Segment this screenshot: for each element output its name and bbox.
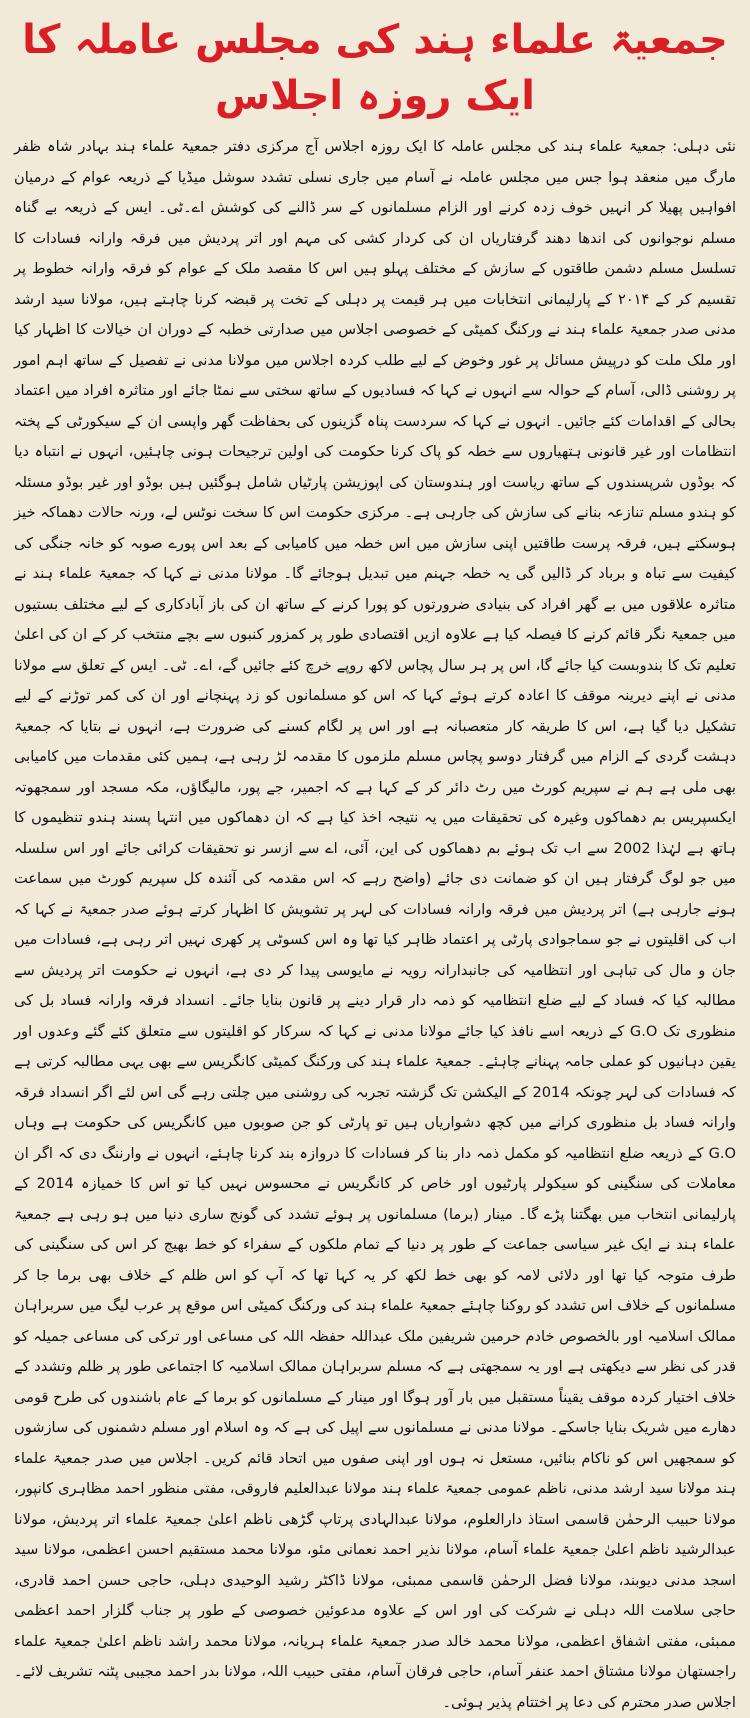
article-paragraph: نئی دہلی: جمعیۃ علماء ہند کی مجلس عاملہ کا ایک روزہ اجلاس آج مرکزی دفتر جمعیۃ علماء ہند بہادر شاہ ظفر مارگ میں منعقد ہوا جس میں مجلس عاملہ نے آسام میں جاری نسلی تشدد سوشل میڈیا کے ذریعہ عوام کے درمیان افواہیں پھیلا کر انہیں خوف زدہ کرنے اور الزام مسلمانوں کے سر ڈالنے کی کوشش اے۔ٹی۔ ایس کے ذریعہ بے گناہ مسلم نوجوانوں کی اندھا دھند گرفتاریاں ان کی کردار کشی کی مہم اور اتر پردیش میں فرقہ وارانہ فسادات کا تسلسل مسلم دشمن طاقتوں کے سازش کے مختلف پہلو ہیں اس کا مقصد ملک کے عوام کو فرقہ وارانہ خطوط پر تقسیم کر کے ۲۰۱۴ کے پارلیمانی انتخابات میں ہر قیمت پر دہلی کے تخت پر قبضہ کرنا چاہتے ہیں، مولانا سید ارشد مدنی صدر جمعیۃ علماء ہند نے ورکنگ کمیٹی کے خصوصی اجلاس میں صدارتی خطبہ کے دوران ان خیالات کا اظہار کیا اور ملک ملت کو درپیش مسائل پر غور وخوض کے لیے طلب کردہ اجلاس میں مولانا مدنی نے تفصیل کے ساتھ اہم امور پر روشنی ڈالی، آسام کے حوالہ سے انہوں نے کہا کہ فسادیوں کے ساتھ سختی سے نمٹا جائے اور متاثرہ افراد میں اعتماد بحالی کے اقدامات کئے جائیں۔ انہوں نے کہا کہ سردست پناہ گزینوں کی بحفاظت گھر واپسی ان کے سیکورٹی کے پختہ انتظامات اور غیر قانونی ہتھیاروں سے خطہ کو پاک کرنا حکومت کی اولین ترجیحات ہونی چاہئیں، انہوں نے انتباہ دیا کہ بوڈوں شرپسندوں کے ساتھ ریاست اور ہندوستان کی اپوزیشن پارٹیاں شامل ہوگئیں ہیں بوڈو اور غیر بوڈو مسئلہ کو ہندو مسلم تنازعہ بنانے کی سازش کی جارہی ہے۔ مرکزی حکومت اس کا سخت نوٹس لے، ورنہ حالات دھماکہ خیز ہوسکتے ہیں، فرقہ پرست طاقتیں اپنی سازش میں اس خطہ میں کامیابی کے بعد اس پورے صوبہ کو خانہ جنگی کی کیفیت سے تباہ و برباد کر ڈالیں گی یہ خطہ جہنم میں تبدیل ہوجائے گا۔ مولانا مدنی نے کہا کہ جمعیۃ علماء ہند نے متاثرہ علاقوں میں بے گھر افراد کی بنیادی ضرورتوں کو پورا کرنے کے ساتھ ان کی باز آبادکاری کے لیے مختلف بستیوں میں جمعیۃ نگر قائم کرنے کا فیصلہ کیا ہے علاوہ ازیں اقتصادی طور پر کمزور کنبوں سے بچے منتخب کر کے ان کی اعلیٰ تعلیم تک کا بندوبست کیا جائے گا، اس پر ہر سال پچاس لاکھ روپے خرچ کئے جائیں گے، اے۔ ٹی۔ ایس کے تعلق سے مولانا مدنی نے اپنے دیرینہ موقف کا اعادہ کرتے ہوئے کہا کہ اس کو مسلمانوں کو زد پہنچانے اور ان کی کمر توڑنے کے لیے تشکیل دیا گیا ہے، اس کا طریقہ کار متعصبانہ ہے اور اس پر لگام کسنے کی ضرورت ہے، انہوں نے بتایا کہ جمعیۃ دہشت گردی کے الزام میں گرفتار دوسو پچاس مسلم ملزموں کا مقدمہ لڑ رہی ہے، ہمیں کئی مقدمات میں کامیابی بھی ملی ہے ہم نے سپریم کورٹ میں رٹ دائر کر کے کہا ہے کہ اجمیر، جے پور، مالیگاؤں، مکہ مسجد اور سمجھوتہ ایکسپریس بم دھماکوں وغیرہ کی تحقیقات میں یہ نتیجہ اخذ کیا ہے کہ ان دھماکوں میں انتہا پسند ہندو تنظیموں کا ہاتھ ہے لہٰذا 2002 سے اب تک ہوئے بم دھماکوں کی این، آئی، اے سے ازسر نو تحقیقات کرائی جائے اور اس سلسلہ میں جو لوگ گرفتار ہیں ان کو ضمانت دی جائے (واضح رہے کہ اس مقدمہ کی آئندہ کل سپریم کورٹ میں سماعت ہونے جارہی ہے) اتر پردیش میں فرقہ وارانہ فسادات کی لہر پر تشویش کا اظہار کرتے ہوئے صدر جمعیۃ نے کہا کہ اب کی اقلیتوں نے جو سماجوادی پارٹی پر اعتماد ظاہر کیا تھا وہ اس کسوٹی پر کھری نہیں اتر رہی ہے، فسادات میں جان و مال کی تباہی اور انتظامیہ کی جانبدارانہ رویہ نے مایوسی پیدا کر دی ہے، انہوں نے حکومت اتر پردیش سے مطالبہ کیا کہ فساد کے لیے ضلع انتظامیہ کو ذمہ دار قرار دینے پر قانون بنایا جائے۔ انسداد فرقہ وارانہ فساد بل کی منظوری تک G.O کے ذریعہ اسے نافذ کیا جائے مولانا مدنی نے کہا کہ سرکار کو اقلیتوں سے متعلق کئے گئے وعدوں اور یقین دہانیوں کو عملی جامہ پہنانے چاہئے۔ جمعیۃ علماء ہند کی ورکنگ کمیٹی کانگریس سے بھی یہی مطالبہ کرتی ہے کہ فسادات کی لہر چونکہ 2014 کے الیکشن تک گزشتہ تجربہ کی روشنی میں چلتی رہے گی اس لئے اگر انسداد فرقہ وارانہ فساد بل منظوری کرانے میں کچھ دشواریاں ہیں تو پارٹی کو جن صوبوں میں کانگریس کی حکومت ہے وہاں G.O کے ذریعہ ضلع انتظامیہ کو مکمل ذمہ دار بنا کر فسادات کا دروازہ بند کرنا چاہئے، انہوں نے وارننگ دی کہ اگر ان معاملات کی سنگینی کو سیکولر پارٹیوں اور خاص کر کانگریس نے محسوس نہیں کیا تو اس کا خمیازہ 2014 کے پارلیمانی انتخاب میں بھگتنا پڑے گا۔ مینار (برما) مسلمانوں پر ہوئے تشدد کی گونج ساری دنیا میں ہو رہی ہے جمعیۃ علماء ہند نے ایک غیر سیاسی جماعت کے طور پر دنیا کے تمام ملکوں کے سفراء کو خط بھیج کر اس کی سنگینی کی طرف متوجہ کیا تھا اور دلائی لامہ کو بھی خط لکھ کر یہ کہا تھا کہ آپ کو اس ظلم کے خلاف بھی برما جا کر مسلمانوں کے خلاف اس تشدد کو روکنا چاہئے جمعیۃ علماء ہند کی ورکنگ کمیٹی اس موقع پر عرب لیگ میں سربراہان ممالک اسلامیہ اور بالخصوص خادم حرمین شریفین ملک عبداللہ حفظہ اللہ کی مساعی اور ترکی کی مساعی جمیلہ کو قدر کی نظر سے دیکھتی ہے اور یہ سمجھتی ہے کہ مسلم سربراہان ممالک اسلامیہ کا اجتماعی طور پر ظلم وتشدد کے خلاف اختیار کردہ موقف یقیناً مستقبل میں بار آور ہوگا اور مینار کے مسلمانوں کو برما کے عام باشندوں کی طرح قومی دھارے میں شریک بنایا جاسکے۔ مولانا مدنی نے مسلمانوں سے اپیل کی ہے کہ وہ اسلام اور مسلم دشمنوں کی سازشوں کو سمجھیں اس کو ناکام بنائیں، مستعل نہ ہوں اور اپنی صفوں میں اتحاد قائم کریں۔ اجلاس میں صدر جمعیۃ علماء ہند مولانا سید ارشد مدنی، ناظم عمومی جمعیۃ علماء ہند مولانا عبدالعلیم فاروقی، مفتی منظور احمد مظاہری کانپور، مولانا حبیب الرحمٰن قاسمی استاذ دارالعلوم، مولانا عبدالہادی پرتاپ گڑھی ناظم اعلیٰ جمعیۃ علماء اتر پردیش، مولانا عبدالرشید ناظم اعلیٰ جمعیۃ علماء آسام، مولانا نذیر احمد نعمانی مئو، مولانا محمد مستقیم احسن اعظمی، مولانا سید اسجد مدنی دیوبند، مولانا فضل الرحمٰن قاسمی ممبئی، مولانا ڈاکٹر رشید الوحیدی دہلی، حاجی حسن احمد قادری، حاجی سلامت اللہ دہلی نے شرکت کی اور اس کے علاوہ مدعوئین خصوصی کے طور پر جناب گلزار احمد اعظمی ممبئی، مفتی اشفاق اعظمی، مولانا محمد خالد صدر جمعیۃ علماء ہریانہ، مولانا محمد راشد ناظم اعلیٰ جمعیۃ علماء راجستھان مولانا مشتاق احمد عنفر آسام، حاجی فرقان آسام، مفتی حبیب اللہ، مولانا بدر احمد مجیبی پٹنہ تشریف لائے۔ اجلاس صدر محترم کی دعا پر اختتام پذیر ہوئی۔ (14, 138, 737, 1711)
article-body (14, 132, 736, 1718)
headline: جمعیۃ علماء ہند کی مجلس عاملہ کا ایک روزہ اجلاس (22, 17, 728, 119)
